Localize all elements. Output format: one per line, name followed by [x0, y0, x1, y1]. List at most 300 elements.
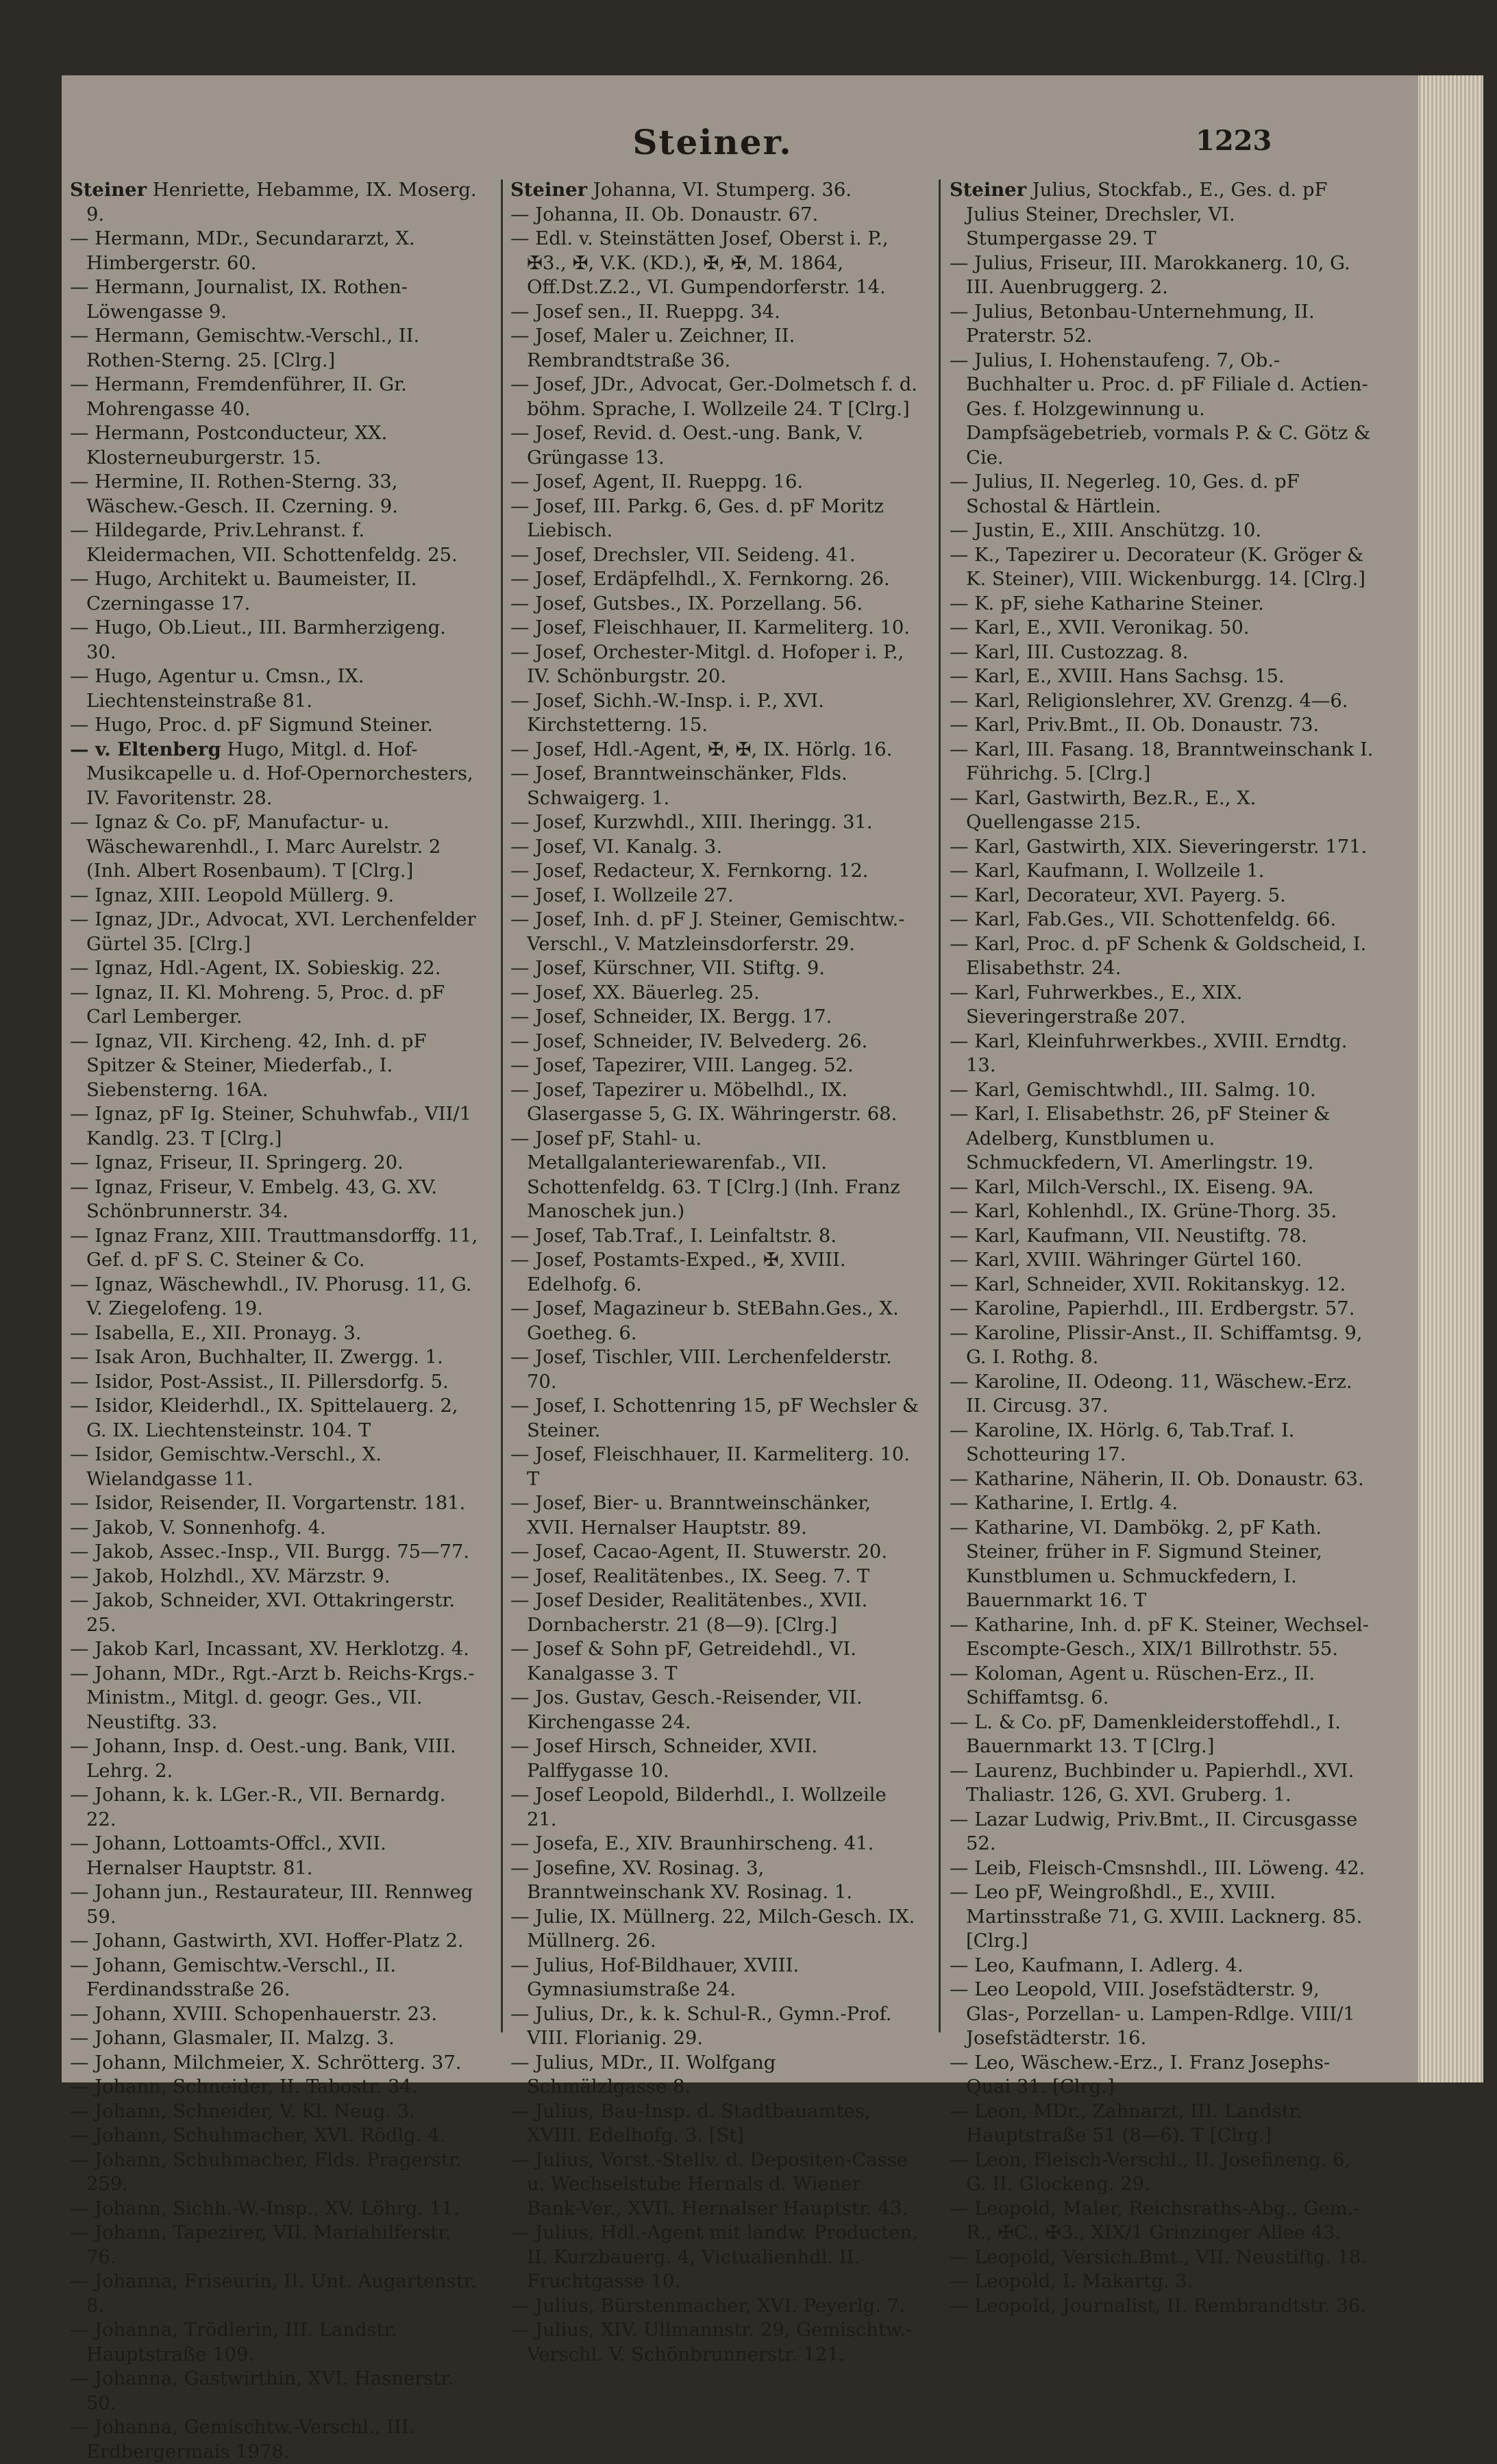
directory-entry — [950, 2100, 1374, 2148]
entry-text: — Katharine, Näherin, II. Ob. Donaustr. 63. — [950, 1468, 1364, 1490]
directory-entry — [950, 689, 1374, 714]
entry-text: — Julius, Hof-Bildhauer, XVIII. Gymnasiumstraße 24. — [510, 1954, 800, 2000]
entry-text: — Julius, Bürstenmacher, XVI. Peyerlg. 7. — [510, 2295, 905, 2317]
directory-entry — [950, 300, 1374, 349]
entry-text: — Leopold, Journalist, II. Rembrandtstr. 36. — [950, 2295, 1367, 2317]
entry-text: — Karl, Milch-Verschl., IX. Eiseng. 9A. — [950, 1176, 1314, 1198]
directory-entry — [950, 1321, 1374, 1370]
directory-entry — [70, 2051, 481, 2076]
entry-text: — Johann, Insp. d. Oest.-ung. Bank, VIII. Lehrg. 2. — [70, 1736, 456, 1782]
directory-entry — [510, 2100, 920, 2148]
entry-text: — Justin, E., XIII. Anschützg. 10. — [950, 520, 1262, 541]
directory-entry — [510, 1005, 920, 1030]
entry-text: — Julie, IX. Müllnerg. 22, Milch-Gesch. IX. Müllnerg. 26. — [510, 1906, 915, 1952]
directory-entry — [950, 2148, 1374, 2197]
directory-entry — [70, 2415, 481, 2464]
entry-text: — Josef, Sichh.-W.-Insp. i. P., XVI. Kirchstetterng. 15. — [510, 690, 824, 736]
entry-text: — Karl, Decorateur, XVI. Payerg. 5. — [950, 884, 1286, 906]
directory-entry — [510, 1054, 920, 1078]
directory-entry — [510, 203, 920, 227]
entry-text: — Karoline, Papierhdl., III. Erdbergstr. 57. — [950, 1298, 1355, 1319]
entry-text: — Johann, Schneider, II. Tabostr. 34. — [70, 2076, 418, 2098]
directory-entry — [70, 1370, 481, 1395]
directory-entry — [950, 664, 1374, 689]
directory-entry — [70, 810, 481, 884]
directory-entry — [510, 1030, 920, 1054]
entry-text: — Josef, JDr., Advocat, Ger.-Dolmetsch f. d. böhm. Sprache, I. Wollzeile 24. T [Clrg.] — [510, 374, 918, 420]
entry-text: — Karl, Kohlenhdl., IX. Grüne-Thorg. 35. — [950, 1201, 1337, 1222]
directory-entry — [70, 1394, 481, 1443]
entry-surname: — v. Eltenberg — [70, 738, 221, 760]
directory-entry — [510, 762, 920, 810]
entry-text: — Karl, Fab.Ges., VII. Schottenfeldg. 66. — [950, 909, 1337, 930]
entry-text: — Josef, Realitätenbes., IX. Seeg. 7. T — [510, 1565, 870, 1587]
entry-text: — Ignaz, XIII. Leopold Müllerg. 9. — [70, 884, 395, 906]
column-3 — [950, 178, 1374, 2317]
directory-entry — [950, 470, 1374, 519]
entry-text: — Johanna, II. Ob. Donaustr. 67. — [510, 203, 819, 225]
directory-entry — [510, 2221, 920, 2294]
directory-entry — [70, 2197, 481, 2222]
entry-text: — Ignaz, Wäschewhdl., IV. Phorusg. 11, G. V. Ziegelofeng. 19. — [70, 1273, 472, 1319]
entry-text: — Karl, XVIII. Währinger Gürtel 160. — [950, 1249, 1302, 1271]
directory-entry — [70, 981, 481, 1030]
entry-text: — Johann, Gemischtw.-Verschl., II. Ferdinandsstraße 26. — [70, 1954, 397, 2000]
entry-text: — Ignaz, Friseur, V. Embelg. 43, G. XV. Schönbrunnerstr. 34. — [70, 1176, 438, 1222]
directory-entry — [510, 1589, 920, 1637]
entry-text: — Johann, XVIII. Schopenhauerstr. 23. — [70, 2003, 438, 2025]
entry-text: — Hugo, Proc. d. pF Sigmund Steiner. — [70, 714, 433, 736]
directory-entry — [70, 884, 481, 908]
directory-entry — [510, 2318, 920, 2367]
entry-text: — Karl, Schneider, XVII. Rokitanskyg. 12. — [950, 1273, 1346, 1295]
directory-entry — [510, 1224, 920, 1249]
entry-text: — Julius, XIV. Ullmannstr. 29, Gemischtw.-Verschl. V. Schönbrunnerstr. 121. — [510, 2319, 913, 2365]
entry-text: — Hugo, Ob.Lieut., III. Barmherzigeng. 30. — [70, 617, 446, 663]
directory-entry — [950, 738, 1374, 786]
directory-entry — [70, 1175, 481, 1224]
directory-entry — [510, 324, 920, 373]
entry-text: — Ignaz, Hdl.-Agent, IX. Sobieskig. 22. — [70, 958, 441, 979]
directory-entry — [510, 738, 920, 762]
column-rule — [501, 179, 503, 2032]
directory-entry — [510, 616, 920, 640]
entry-text: — Karl, Gastwirth, Bez.R., E., X. Quellengasse 215. — [950, 787, 1257, 833]
directory-entry — [70, 2100, 481, 2124]
entry-text: Julius, Stockfab., E., Ges. d. pF Julius Steiner, Drechsler, VI. Stumpergasse 29. T — [966, 179, 1328, 249]
directory-entry — [70, 1880, 481, 1929]
directory-entry — [950, 1199, 1374, 1224]
entry-text: — Leopold, Versich.Bmt., VII. Neustiftg. 18. — [950, 2246, 1368, 2268]
entry-text: — Josef, III. Parkg. 6, Ges. d. pF Moritz Liebisch. — [510, 495, 884, 541]
entry-text: — Johann, Schneider, V. Kl. Neug. 3. — [70, 2100, 415, 2122]
entry-surname: Steiner — [510, 179, 588, 201]
entry-text: — Isabella, E., XII. Pronayg. 3. — [70, 1322, 362, 1344]
entry-text: — Josef, Postamts-Exped., ✠, XVIII. Edelhofg. 6. — [510, 1249, 846, 1295]
directory-entry — [510, 1783, 920, 1832]
directory-entry — [950, 1175, 1374, 1200]
entry-text: — Johanna, Gemischtw.-Verschl., III. Erdbergermais 1978. — [70, 2417, 415, 2463]
entry-text: — Julius, Friseur, III. Marokkanerg. 10, G. III. Auenbruggerg. 2. — [950, 252, 1350, 298]
directory-entry — [70, 1321, 481, 1346]
directory-entry — [510, 2002, 920, 2051]
entry-text: — Josef, Kurzwhdl., XIII. Iheringg. 31. — [510, 812, 873, 833]
entry-text: — L. & Co. pF, Damenkleiderstoffehdl., I. Bauernmarkt 13. T [Clrg.] — [950, 1711, 1341, 1757]
entry-text: — Josef, Maler u. Zeichner, II. Rembrandtstraße 36. — [510, 325, 795, 371]
entry-text: — Leon, MDr., Zahnarzt, III. Landstr. Hauptstraße 51 (8—6). T [Clrg.] — [950, 2100, 1302, 2146]
entry-text: Henriette, Hebamme, IX. Moserg. 9. — [86, 179, 477, 225]
entry-text: — Koloman, Agent u. Rüschen-Erz., II. Schiffamtsg. 6. — [950, 1663, 1315, 1708]
entry-text: — Leib, Fleisch-Cmsnshdl., III. Löweng. 42. — [950, 1857, 1365, 1879]
entry-text: — Leo Leopold, VIII. Josefstädterstr. 9, Glas-, Porzellan- u. Lampen-Rdlge. VIII/1 Josefstädterstr. 16. — [950, 1979, 1355, 2049]
entry-text: — Josef, Fleischhauer, II. Karmeliterg. 10. T — [510, 1444, 910, 1490]
directory-entry — [950, 1370, 1374, 1419]
directory-entry — [510, 640, 920, 689]
directory-entry — [70, 2124, 481, 2148]
entry-text: — Karl, Fuhrwerkbes., E., XIX. Sieveringerstraße 207. — [950, 982, 1243, 1028]
entry-text: — Hildegarde, Priv.Lehranst. f. Kleidermachen, VII. Schottenfeldg. 25. — [70, 520, 458, 566]
directory-entry — [510, 1856, 920, 1905]
directory-entry — [950, 1808, 1374, 1856]
entry-text: — Johann, MDr., Rgt.-Arzt b. Reichs-Krgs.-Ministm., Mitgl. d. geogr. Ges., VII. Neustiftg. 33. — [70, 1663, 475, 1733]
directory-entry — [510, 373, 920, 421]
entry-surname: Steiner — [950, 179, 1027, 201]
entry-text: — Johann, Tapezirer, VII. Mariahilferstr. 76. — [70, 2222, 451, 2268]
directory-entry — [70, 2075, 481, 2100]
entry-text: — Josef, Gutsbes., IX. Porzellang. 56. — [510, 593, 863, 614]
directory-entry — [510, 956, 920, 981]
entry-text: — Julius, Vorst.-Stellv. d. Depositen-Casse u. Wechselstube Hernals d. Wiener Bank-Ver., XVII. Hernalser Hauptstr. 43. — [510, 2149, 908, 2219]
page-header — [62, 122, 1418, 184]
directory-entry — [70, 470, 481, 519]
entry-text: — Josef, Branntweinschänker, Flds. Schwaigerg. 1. — [510, 763, 848, 809]
entry-text: — Leo, Kaufmann, I. Adlerg. 4. — [950, 1954, 1244, 1976]
directory-entry — [950, 1273, 1374, 1297]
directory-entry — [510, 981, 920, 1006]
entry-text: — Hermine, II. Rothen-Sterng. 33, Wäschew.-Gesch. II. Czerning. 9. — [70, 471, 398, 517]
directory-entry — [510, 1832, 920, 1856]
entry-text: — Josef, Bier- u. Branntweinschänker, XVII. Hernalser Hauptstr. 89. — [510, 1493, 871, 1539]
directory-entry — [70, 2367, 481, 2415]
entry-text: — K. pF, siehe Katharine Steiner. — [950, 593, 1264, 614]
directory-entry — [70, 1662, 481, 1735]
directory-entry — [70, 1224, 481, 1273]
directory-entry — [950, 1710, 1374, 1759]
entry-text: — Hermann, Fremdenführer, II. Gr. Mohrengasse 40. — [70, 374, 407, 420]
directory-entry — [950, 1467, 1374, 1492]
entry-text: — Katharine, I. Ertlg. 4. — [950, 1493, 1178, 1514]
directory-entry — [510, 300, 920, 325]
directory-entry — [70, 1345, 481, 1370]
entry-text: — Jakob, Schneider, XVI. Ottakringerstr. 25. — [70, 1590, 456, 1636]
entry-text: — Hugo, Architekt u. Baumeister, II. Czerningasse 17. — [70, 569, 417, 614]
entry-text: — Josef & Sohn pF, Getreidehdl., VI. Kanalgasse 3. T — [510, 1639, 856, 1684]
directory-entry — [950, 2269, 1374, 2294]
entry-text: — Johanna, Gastwirthin, XVI. Hasnerstr. 50. — [70, 2368, 454, 2414]
entry-text: — Ignaz, VII. Kircheng. 42, Inh. d. pF Spitzer & Steiner, Miederfab., I. Siebensterng. 16A. — [70, 1030, 427, 1101]
entry-text: — Isidor, Gemischtw.-Verschl., X. Wielandgasse 11. — [70, 1444, 382, 1490]
directory-entry — [70, 2002, 481, 2027]
entry-text: — Josef Leopold, Bilderhdl., I. Wollzeile 21. — [510, 1784, 887, 1830]
directory-entry — [950, 1078, 1374, 1103]
entry-text: — Josef, Drechsler, VII. Seideng. 41. — [510, 544, 856, 566]
entry-text: — Isidor, Kleiderhdl., IX. Spittelauerg. 2, G. IX. Liechtensteinstr. 104. T — [70, 1395, 458, 1441]
entry-text: — Katharine, VI. Dambökg. 2, pF Kath. Steiner, früher in F. Sigmund Steiner, Kunstblumen u. Schmuckfedern, I. Bauernmarkt 16. T — [950, 1517, 1322, 1611]
directory-entry — [950, 786, 1374, 835]
entry-text: — Isidor, Reisender, II. Vorgartenstr. 181. — [70, 1493, 466, 1514]
page-title: Steiner. — [632, 122, 793, 162]
entry-text: — Josef, Revid. d. Oest.-ung. Bank, V. Grüngasse 13. — [510, 423, 864, 469]
entry-text: — Hermann, Journalist, IX. Rothen-Löwengasse 9. — [70, 277, 408, 323]
directory-entry — [70, 956, 481, 981]
entry-text: — Julius, Betonbau-Unternehmung, II. Praterstr. 52. — [950, 301, 1315, 347]
directory-entry — [950, 859, 1374, 884]
entry-text: — Hermann, MDr., Secundararzt, X. Himbergerstr. 60. — [70, 228, 415, 274]
column-rule — [939, 179, 941, 2032]
entry-text: — Karl, Kleinfuhrwerkbes., XVIII. Erndtg. 13. — [950, 1030, 1348, 1076]
directory-entry — [950, 178, 1374, 251]
directory-entry — [950, 519, 1374, 543]
entry-text: — K., Tapezirer u. Decorateur (K. Gröger & K. Steiner), VIII. Wickenburgg. 14. [Clrg.] — [950, 544, 1365, 590]
directory-entry — [70, 1273, 481, 1321]
column-1 — [70, 178, 481, 2463]
entry-text: — Johanna, Trödlerin, III. Landstr. Hauptstraße 109. — [70, 2319, 397, 2365]
directory-entry — [510, 1540, 920, 1565]
directory-entry — [950, 1880, 1374, 1954]
directory-entry — [950, 932, 1374, 981]
entry-text: — Leo pF, Weingroßhdl., E., XVIII. Martinsstraße 71, G. XVIII. Lacknerg. 85. [Clrg.] — [950, 1882, 1363, 1952]
directory-entry — [70, 1734, 481, 1783]
directory-entry — [510, 884, 920, 908]
directory-entry — [510, 567, 920, 592]
directory-entry — [950, 1102, 1374, 1175]
directory-entry — [510, 470, 920, 495]
directory-entry — [510, 495, 920, 543]
entry-text: — Karl, Gastwirth, XIX. Sieveringerstr. 171. — [950, 836, 1368, 858]
entry-text: — Karl, Religionslehrer, XV. Grenzg. 4—6. — [950, 690, 1348, 712]
directory-entry — [70, 2269, 481, 2318]
entry-text: — Karl, Priv.Bmt., II. Ob. Donaustr. 73. — [950, 714, 1320, 736]
entry-text: — Karoline, Plissir-Anst., II. Schiffamtsg. 9, G. I. Rothg. 8. — [950, 1322, 1363, 1368]
directory-entry — [950, 592, 1374, 617]
directory-entry — [70, 1443, 481, 1491]
directory-entry — [510, 1078, 920, 1127]
directory-entry — [950, 713, 1374, 738]
entry-text: — Josef, Agent, II. Rueppg. 16. — [510, 471, 804, 493]
directory-entry — [70, 1929, 481, 1954]
directory-entry — [510, 421, 920, 470]
directory-entry — [70, 421, 481, 470]
directory-entry — [510, 592, 920, 617]
directory-entry — [950, 2245, 1374, 2270]
directory-entry — [950, 835, 1374, 860]
entry-text: — Jakob, Assec.-Insp., VII. Burgg. 75—77. — [70, 1541, 470, 1563]
directory-entry — [70, 1589, 481, 1637]
entry-text: — Ignaz, Friseur, II. Springerg. 20. — [70, 1152, 404, 1173]
entry-text: — Ignaz & Co. pF, Manufactur- u. Wäschewarenhdl., I. Marc Aurelstr. 2 (Inh. Albert Rosenbaum). T [Clrg.] — [70, 812, 441, 882]
entry-text: — Josef Hirsch, Schneider, XVII. Palffygasse 10. — [510, 1736, 818, 1782]
directory-entry — [510, 835, 920, 860]
entry-text: — Josef, Tapezirer u. Möbelhdl., IX. Glasergasse 5, G. IX. Währingerstr. 68. — [510, 1079, 898, 1125]
directory-entry — [70, 1565, 481, 1589]
directory-entry — [510, 1127, 920, 1224]
entry-text: — Hermann, Postconducteur, XX. Klosterneuburgerstr. 15. — [70, 423, 388, 469]
directory-entry — [950, 1419, 1374, 1467]
entry-text: — Karl, Gemischtwhdl., III. Salmg. 10. — [950, 1079, 1316, 1101]
directory-entry — [510, 859, 920, 884]
directory-entry — [510, 227, 920, 300]
directory-entry — [70, 1102, 481, 1151]
directory-entry — [70, 567, 481, 616]
directory-entry — [950, 1978, 1374, 2051]
entry-text: — Ignaz, pF Ig. Steiner, Schuhwfab., VII/1 Kandlg. 23. T [Clrg.] — [70, 1104, 472, 1149]
entry-text: — Josefa, E., XIV. Braunhirscheng. 41. — [510, 1833, 874, 1854]
entry-text: — Julius, Hdl.-Agent mit landw. Producten, II. Kurzbauerg. 4, Victualienhdl. II. Fruchtgasse 10. — [510, 2222, 918, 2292]
directory-entry — [950, 543, 1374, 592]
directory-entry — [510, 1345, 920, 1394]
entry-text: — Johanna, Friseurin, II. Unt. Augartenstr. 8. — [70, 2271, 477, 2317]
entry-text: Johanna, VI. Stumperg. 36. — [593, 179, 852, 201]
directory-entry — [510, 1734, 920, 1783]
directory-entry — [70, 2318, 481, 2367]
directory-entry — [950, 1030, 1374, 1078]
directory-entry — [510, 1686, 920, 1734]
entry-text: — Hugo, Agentur u. Cmsn., IX. Liechtensteinstraße 81. — [70, 666, 364, 712]
directory-entry — [510, 1248, 920, 1297]
directory-entry — [70, 2026, 481, 2051]
entry-text: — Josef, I. Wollzeile 27. — [510, 884, 734, 906]
directory-entry — [510, 1905, 920, 1954]
entry-text: — Josef, Erdäpfelhdl., X. Fernkorng. 26. — [510, 569, 890, 590]
entry-text: — Josef, Magazineur b. StEBahn.Ges., X. Goetheg. 6. — [510, 1298, 899, 1344]
directory-entry — [950, 1516, 1374, 1613]
directory-entry — [70, 908, 481, 956]
entry-text: — Josefine, XV. Rosinag. 3, Branntweinschank XV. Rosinag. 1. — [510, 1857, 853, 1903]
entry-text: — Edl. v. Steinstätten Josef, Oberst i. P., ✠3., ✠, V.K. (KD.), ✠, ✠, M. 1864, Off.Dst.Z.2., VI. Gumpendorferstr. 14. — [510, 228, 889, 298]
entry-text: — Josef, Tapezirer, VIII. Langeg. 52. — [510, 1055, 854, 1076]
directory-entry — [950, 616, 1374, 640]
directory-entry — [510, 1565, 920, 1589]
entry-text: — Karl, E., XVII. Veronikag. 50. — [950, 617, 1250, 638]
entry-text: — Jakob, V. Sonnenhofg. 4. — [70, 1517, 326, 1539]
entry-text: — Josef, Tischler, VIII. Lerchenfelderstr. 70. — [510, 1347, 892, 1393]
directory-entry — [950, 349, 1374, 471]
directory-entry — [510, 543, 920, 568]
directory-entry — [70, 1637, 481, 1662]
entry-text: — Ignaz Franz, XIII. Trauttmansdorffg. 11, Gef. d. pF S. C. Steiner & Co. — [70, 1225, 478, 1271]
directory-entry — [950, 908, 1374, 932]
entry-text: — Julius, II. Negerleg. 10, Ges. d. pF Schostal & Härtlein. — [950, 471, 1300, 517]
directory-entry — [950, 1954, 1374, 1978]
entry-text: — Jakob Karl, Incassant, XV. Herklotzg. 4. — [70, 1639, 469, 1660]
directory-entry — [70, 1832, 481, 1880]
entry-text: — Karoline, II. Odeong. 11, Wäschew.-Erz. II. Circusg. 37. — [950, 1371, 1352, 1417]
entry-text: — Josef, Schneider, IV. Belvederg. 26. — [510, 1030, 868, 1052]
directory-entry — [950, 884, 1374, 908]
entry-text: — Julius, I. Hohenstaufeng. 7, Ob.-Buchhalter u. Proc. d. pF Filiale d. Actien-Ges. f. Holzgewinnung u. Dampfsägebetrieb, vormals P. & C. Götz & Cie. — [950, 349, 1371, 469]
directory-entry — [950, 1613, 1374, 1662]
directory-entry — [70, 373, 481, 421]
directory-entry — [70, 664, 481, 713]
directory-entry — [510, 2051, 920, 2100]
directory-entry — [950, 1759, 1374, 1808]
entry-text: — Karoline, IX. Hörlg. 6, Tab.Traf. I. Schotteuring 17. — [950, 1419, 1295, 1465]
entry-text: — Karl, I. Elisabethstr. 26, pF Steiner & Adelberg, Kunstblumen u. Schmuckfedern, VI. Amerlingstr. 19. — [950, 1104, 1331, 1173]
directory-entry — [510, 1394, 920, 1443]
entry-text: — Leopold, Maler, Reichsraths-Abg., Gem.-R., ✠C., ✠3., XIX/1 Grinzinger Allee 43. — [950, 2198, 1360, 2243]
entry-text: — Johann, k. k. LGer.-R., VII. Bernardg. 22. — [70, 1784, 446, 1830]
directory-entry — [510, 178, 920, 203]
directory-entry — [70, 1516, 481, 1541]
directory-entry — [70, 2221, 481, 2269]
entry-surname: Steiner — [70, 179, 147, 201]
entry-text: — Johann, Schuhmacher, Flds. Pragerstr. 259. — [70, 2149, 462, 2195]
entry-text: — Josef, Kürschner, VII. Stiftg. 9. — [510, 958, 825, 979]
entry-text: — Johann, Schuhmacher, XVI. Rödlg. 4. — [70, 2125, 446, 2146]
entry-text: — Laurenz, Buchbinder u. Papierhdl., XVI. Thaliastr. 126, G. XVI. Gruberg. 1. — [950, 1760, 1354, 1806]
entry-text: — Josef, XX. Bäuerleg. 25. — [510, 982, 760, 1004]
directory-entry — [70, 275, 481, 324]
directory-entry — [70, 1030, 481, 1103]
entry-text: — Karl, Kaufmann, I. Wollzeile 1. — [950, 860, 1265, 882]
entry-text: — Josef, Hdl.-Agent, ✠, ✠, IX. Hörlg. 16. — [510, 738, 893, 760]
entry-text: — Katharine, Inh. d. pF K. Steiner, Wechsel-Escompte-Gesch., XIX/1 Billrothstr. 55. — [950, 1614, 1370, 1660]
entry-text: — Ignaz, II. Kl. Mohreng. 5, Proc. d. pF Carl Lemberger. — [70, 982, 445, 1028]
entry-text: — Josef, Inh. d. pF J. Steiner, Gemischtw.-Verschl., V. Matzleinsdorferstr. 29. — [510, 909, 905, 955]
entry-text: — Karl, III. Fasang. 18, Branntweinschank I. Führichg. 5. [Clrg.] — [950, 738, 1374, 784]
entry-text: — Josef Desider, Realitätenbes., XVII. Dornbacherstr. 21 (8—9). [Clrg.] — [510, 1590, 868, 1636]
directory-entry — [950, 981, 1374, 1030]
directory-entry — [70, 616, 481, 664]
directory-entry — [70, 713, 481, 738]
directory-page — [62, 75, 1418, 2463]
entry-text: — Josef, Schneider, IX. Bergg. 17. — [510, 1006, 832, 1028]
entry-text: — Karl, Proc. d. pF Schenk & Goldscheid, I. Elisabethstr. 24. — [950, 933, 1367, 979]
directory-entry — [510, 1491, 920, 1540]
directory-entry — [70, 2148, 481, 2197]
entry-text: — Leo, Wäschew.-Erz., I. Franz Josephs-Quai 31. [Clrg.] — [950, 2052, 1331, 2098]
directory-entry — [510, 810, 920, 835]
entry-text: — Josef pF, Stahl- u. Metallgalanteriewarenfab., VII. Schottenfeldg. 63. T [Clrg.] (Inh. Franz Manoschek jun.) — [510, 1128, 900, 1222]
entry-text: — Josef, I. Schottenring 15, pF Wechsler & Steiner. — [510, 1395, 919, 1441]
directory-entry — [510, 1637, 920, 1686]
directory-entry — [950, 1662, 1374, 1710]
entry-text: — Josef, Orchester-Mitgl. d. Hofoper i. P., IV. Schönburgstr. 20. — [510, 641, 904, 687]
directory-entry — [950, 2294, 1374, 2319]
entry-text: — Karl, E., XVIII. Hans Sachsg. 15. — [950, 666, 1285, 687]
directory-entry — [950, 1248, 1374, 1273]
directory-entry — [510, 1954, 920, 2002]
entry-text: — Karl, III. Custozzag. 8. — [950, 641, 1189, 663]
entry-text: — Johann, Lottoamts-Offcl., XVII. Hernalser Hauptstr. 81. — [70, 1833, 386, 1879]
directory-entry — [70, 1540, 481, 1565]
directory-entry — [510, 1297, 920, 1345]
directory-entry — [950, 251, 1374, 300]
entry-text: — Johann jun., Restaurateur, III. Rennweg 59. — [70, 1882, 473, 1928]
entry-text: — Josef, Redacteur, X. Fernkorng. 12. — [510, 860, 869, 882]
directory-entry — [70, 178, 481, 227]
entry-text: — Julius, MDr., II. Wolfgang Schmälzlgasse 8. — [510, 2052, 776, 2098]
entry-text: — Isidor, Post-Assist., II. Pillersdorfg. 5. — [70, 1371, 449, 1393]
entry-text: — Johann, Gastwirth, XVI. Hoffer-Platz 2. — [70, 1930, 464, 1952]
entry-text: — Ignaz, JDr., Advocat, XVI. Lerchenfelder Gürtel 35. [Clrg.] — [70, 909, 476, 955]
entry-text: — Leopold, I. Makartg. 3. — [950, 2271, 1193, 2292]
entry-text: — Lazar Ludwig, Priv.Bmt., II. Circusgasse 52. — [950, 1808, 1358, 1854]
directory-entry — [950, 2197, 1374, 2245]
directory-entry — [70, 1491, 481, 1516]
entry-text: — Isak Aron, Buchhalter, II. Zwergg. 1. — [70, 1347, 443, 1368]
directory-entry — [510, 1443, 920, 1491]
